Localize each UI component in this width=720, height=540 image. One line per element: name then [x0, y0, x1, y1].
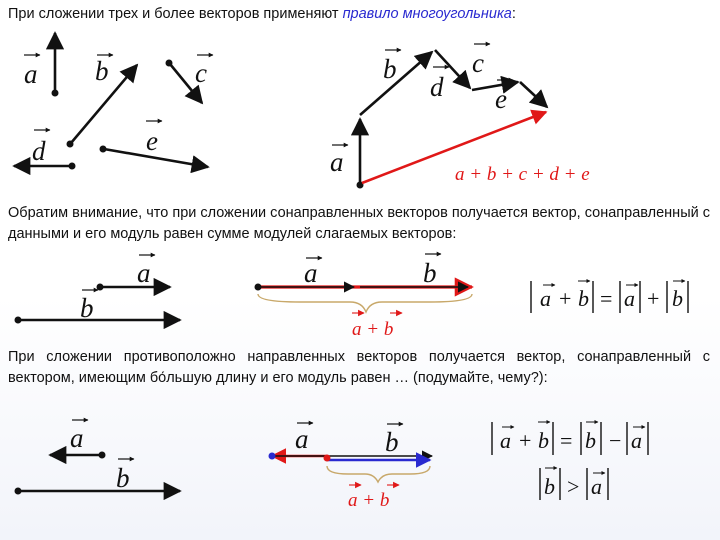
- codir-sum-line: [255, 284, 473, 313]
- label-b-3: [116, 459, 134, 493]
- svg-text:b: b: [672, 286, 683, 311]
- label-b-2: [80, 290, 98, 323]
- svg-text:b: b: [538, 428, 549, 453]
- svg-text:a: a: [137, 258, 151, 288]
- svg-text:a: a: [330, 147, 344, 177]
- formula-opposite: [492, 422, 648, 455]
- svg-text:=: =: [600, 286, 613, 311]
- svg-text:>: >: [567, 474, 580, 499]
- svg-text:a + b: a + b: [348, 490, 390, 511]
- polygon-rule-term: правило многоугольника: [342, 6, 512, 22]
- opposite-paragraph: При сложении противоположно направленных векторов получается вектор, сонаправленный с вектором, имеющим бо́льшую длину и его модуль равен … (подумайте, чему?):: [8, 349, 710, 386]
- polygon-labels: [330, 44, 513, 177]
- codir-labels: [304, 254, 441, 340]
- formula-compare: [540, 468, 608, 500]
- codirectional-paragraph: Обратим внимание, что при сложении сонаправленных векторов получается вектор, сонаправленный с данными и его модуль равен сумме модулей слагаемых векторов:: [8, 205, 710, 242]
- svg-text:a: a: [24, 59, 38, 89]
- label-a-2: [137, 255, 155, 288]
- svg-text:b: b: [585, 428, 596, 453]
- svg-text:=: =: [560, 428, 573, 453]
- opp-labels: [295, 423, 403, 511]
- svg-text:b: b: [116, 463, 130, 493]
- svg-text:a: a: [500, 428, 511, 453]
- label-a-1: [24, 55, 40, 89]
- svg-text:a: a: [624, 286, 635, 311]
- svg-text:a: a: [540, 286, 551, 311]
- codir-brace: [258, 294, 472, 312]
- svg-text:a + b + c + d + e: a + b + c + d + e: [455, 164, 590, 185]
- label-b-1: [95, 55, 113, 86]
- svg-text:+: +: [647, 286, 660, 311]
- svg-text:a: a: [295, 424, 309, 454]
- label-d-1: [32, 130, 50, 166]
- svg-text:a: a: [631, 428, 642, 453]
- svg-text:c: c: [472, 48, 484, 78]
- svg-text:b: b: [544, 474, 555, 499]
- svg-text:a + b: a + b: [352, 319, 394, 340]
- polygon-sum-label: [455, 164, 590, 185]
- svg-text:+: +: [519, 428, 532, 453]
- intro-colon: :: [511, 6, 516, 22]
- svg-text:b: b: [80, 293, 94, 323]
- svg-text:+: +: [559, 286, 572, 311]
- svg-text:e: e: [495, 84, 507, 114]
- svg-text:a: a: [304, 258, 318, 288]
- svg-text:b: b: [95, 56, 109, 86]
- vector-a-separate: [52, 33, 59, 97]
- codir-vector-b: [15, 317, 181, 324]
- svg-text:a: a: [591, 474, 602, 499]
- svg-text:−: −: [609, 428, 622, 453]
- opp-brace: [327, 466, 430, 482]
- svg-text:b: b: [385, 427, 399, 457]
- label-a-3: [70, 420, 88, 453]
- svg-text:b: b: [578, 286, 589, 311]
- svg-text:d: d: [32, 136, 46, 166]
- svg-text:a: a: [70, 423, 84, 453]
- codir-vector-a: [97, 284, 171, 291]
- opp-sum-line: [269, 453, 433, 483]
- svg-text:b: b: [423, 258, 437, 288]
- opp-vector-b: [15, 488, 181, 495]
- svg-text:d: d: [430, 72, 444, 102]
- label-c-1: [195, 55, 213, 88]
- svg-text:c: c: [195, 58, 207, 88]
- label-e-1: [146, 121, 162, 156]
- svg-text:b: b: [383, 54, 397, 84]
- intro-text: При сложении трех и более векторов применяют: [8, 6, 343, 22]
- formula-codirectional: [531, 281, 688, 313]
- svg-text:e: e: [146, 126, 158, 156]
